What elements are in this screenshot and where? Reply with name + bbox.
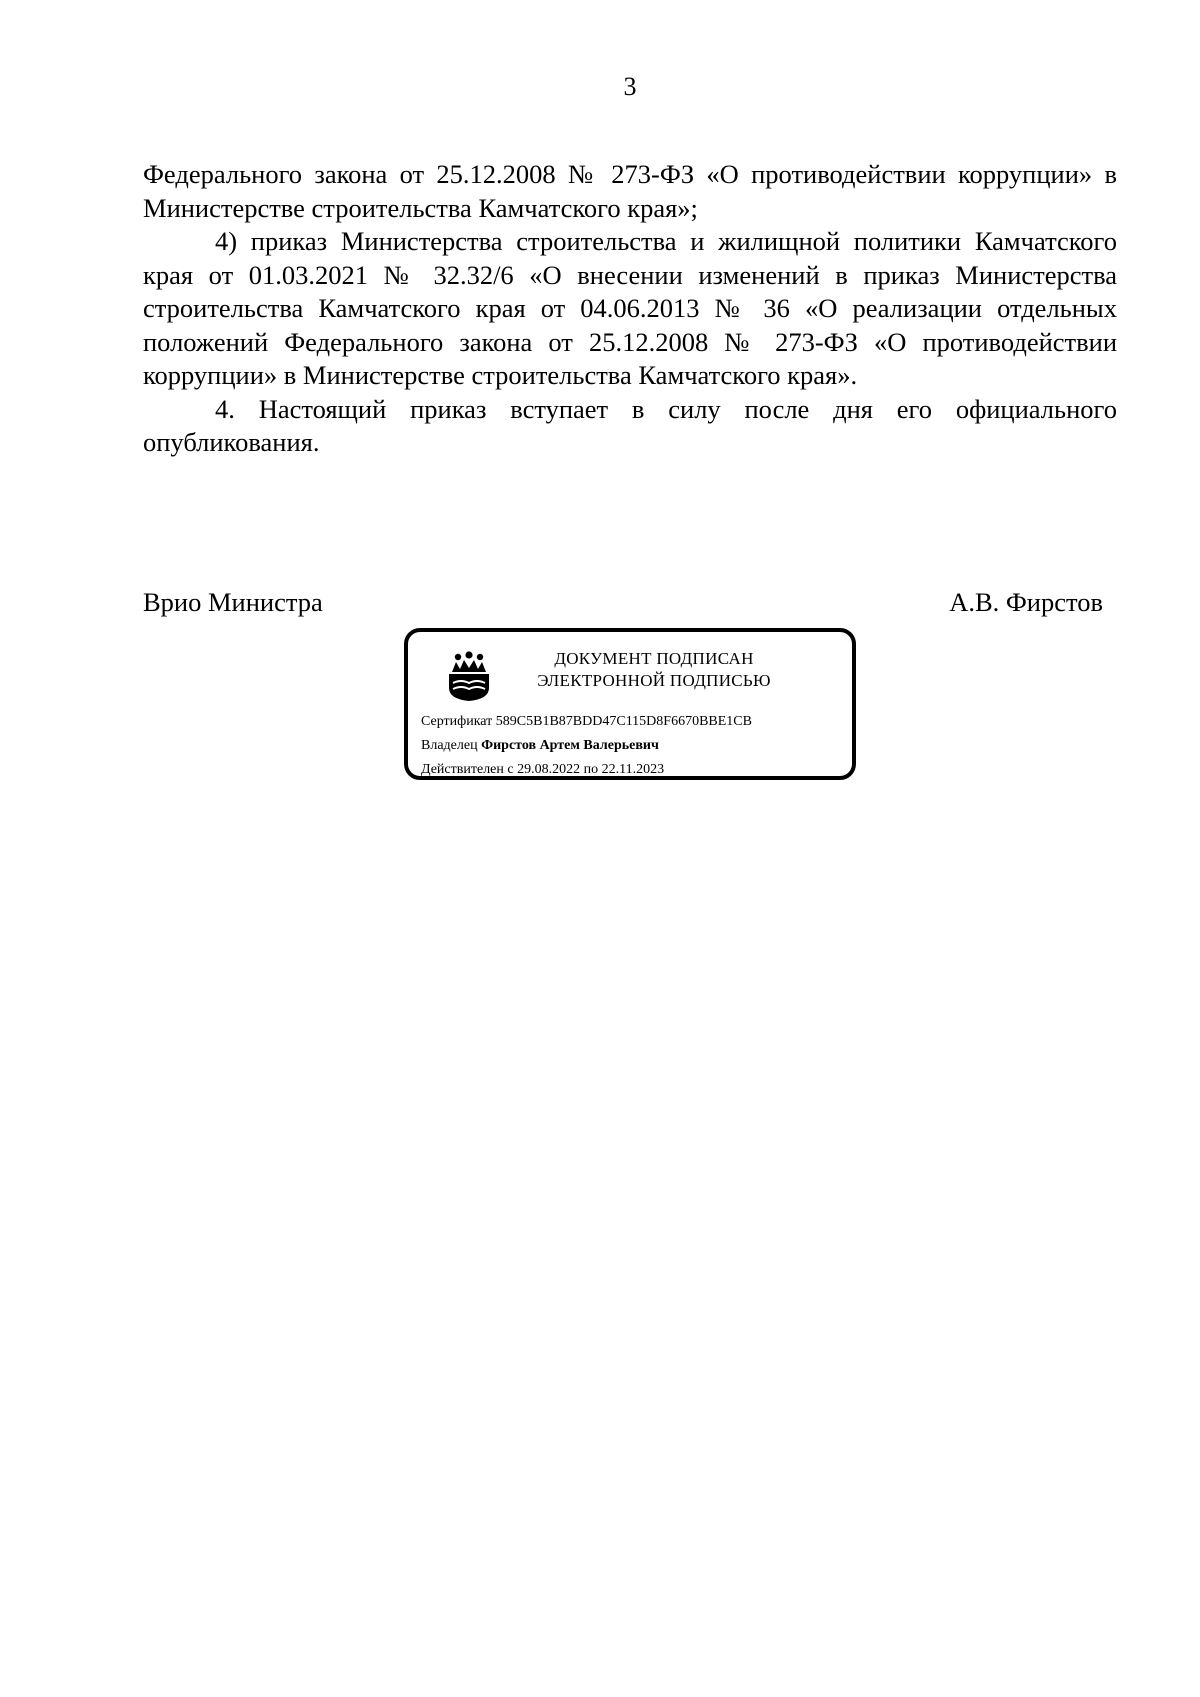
certificate-value: 589C5B1B87BDD47C115D8F6670BBE1CB <box>495 714 752 729</box>
kamchatka-coat-of-arms-icon <box>444 650 494 702</box>
valid-label: Действителен <box>421 762 504 777</box>
signer-title: Врио Министра <box>143 587 323 617</box>
validity-line <box>421 758 851 782</box>
valid-from-label: с <box>507 762 514 777</box>
stamp-heading <box>504 648 804 692</box>
certificate-label: Сертификат <box>421 714 493 729</box>
owner-label: Владелец <box>421 738 478 753</box>
signer-name: А.В. Фирстов <box>949 587 1103 617</box>
valid-from-date: 29.08.2022 <box>517 762 581 777</box>
certificate-line <box>421 710 851 734</box>
stamp-heading-line2: ЭЛЕКТРОННОЙ ПОДПИСЬЮ <box>537 671 771 690</box>
stamp-details <box>421 710 851 782</box>
paragraph-clause-4: 4. Настоящий приказ вступает в силу после дня его официального опубликования. <box>143 393 1117 457</box>
valid-to-label: по <box>583 762 599 777</box>
valid-to-date: 22.11.2023 <box>601 762 665 777</box>
owner-value: Фирстов Артем Валерьевич <box>481 738 659 753</box>
paragraph-continuation: Федерального закона от 25.12.2008 № 273-ФЗ «О противодействии коррупции» в Министерстве строительства Камчатского края»; <box>143 159 1117 223</box>
stamp-heading-line1: ДОКУМЕНТ ПОДПИСАН <box>554 649 754 668</box>
paragraph-item-4: 4) приказ Министерства строительства и жилищной политики Камчатского края от 01.03.2021 № 32.32/6 «О внесении изменений в приказ Министерства строительства Камчатского края от 04.06.2013 № 36 «О реализации отдельных положений Федерального закона от 25.12.2008 № 273-ФЗ «О противодействии коррупции» в Министерстве строительства Камчатского края». <box>143 226 1117 390</box>
owner-line <box>421 734 851 758</box>
document-body <box>143 158 1117 460</box>
page-number: 3 <box>623 72 637 101</box>
electronic-signature-stamp <box>404 628 856 780</box>
